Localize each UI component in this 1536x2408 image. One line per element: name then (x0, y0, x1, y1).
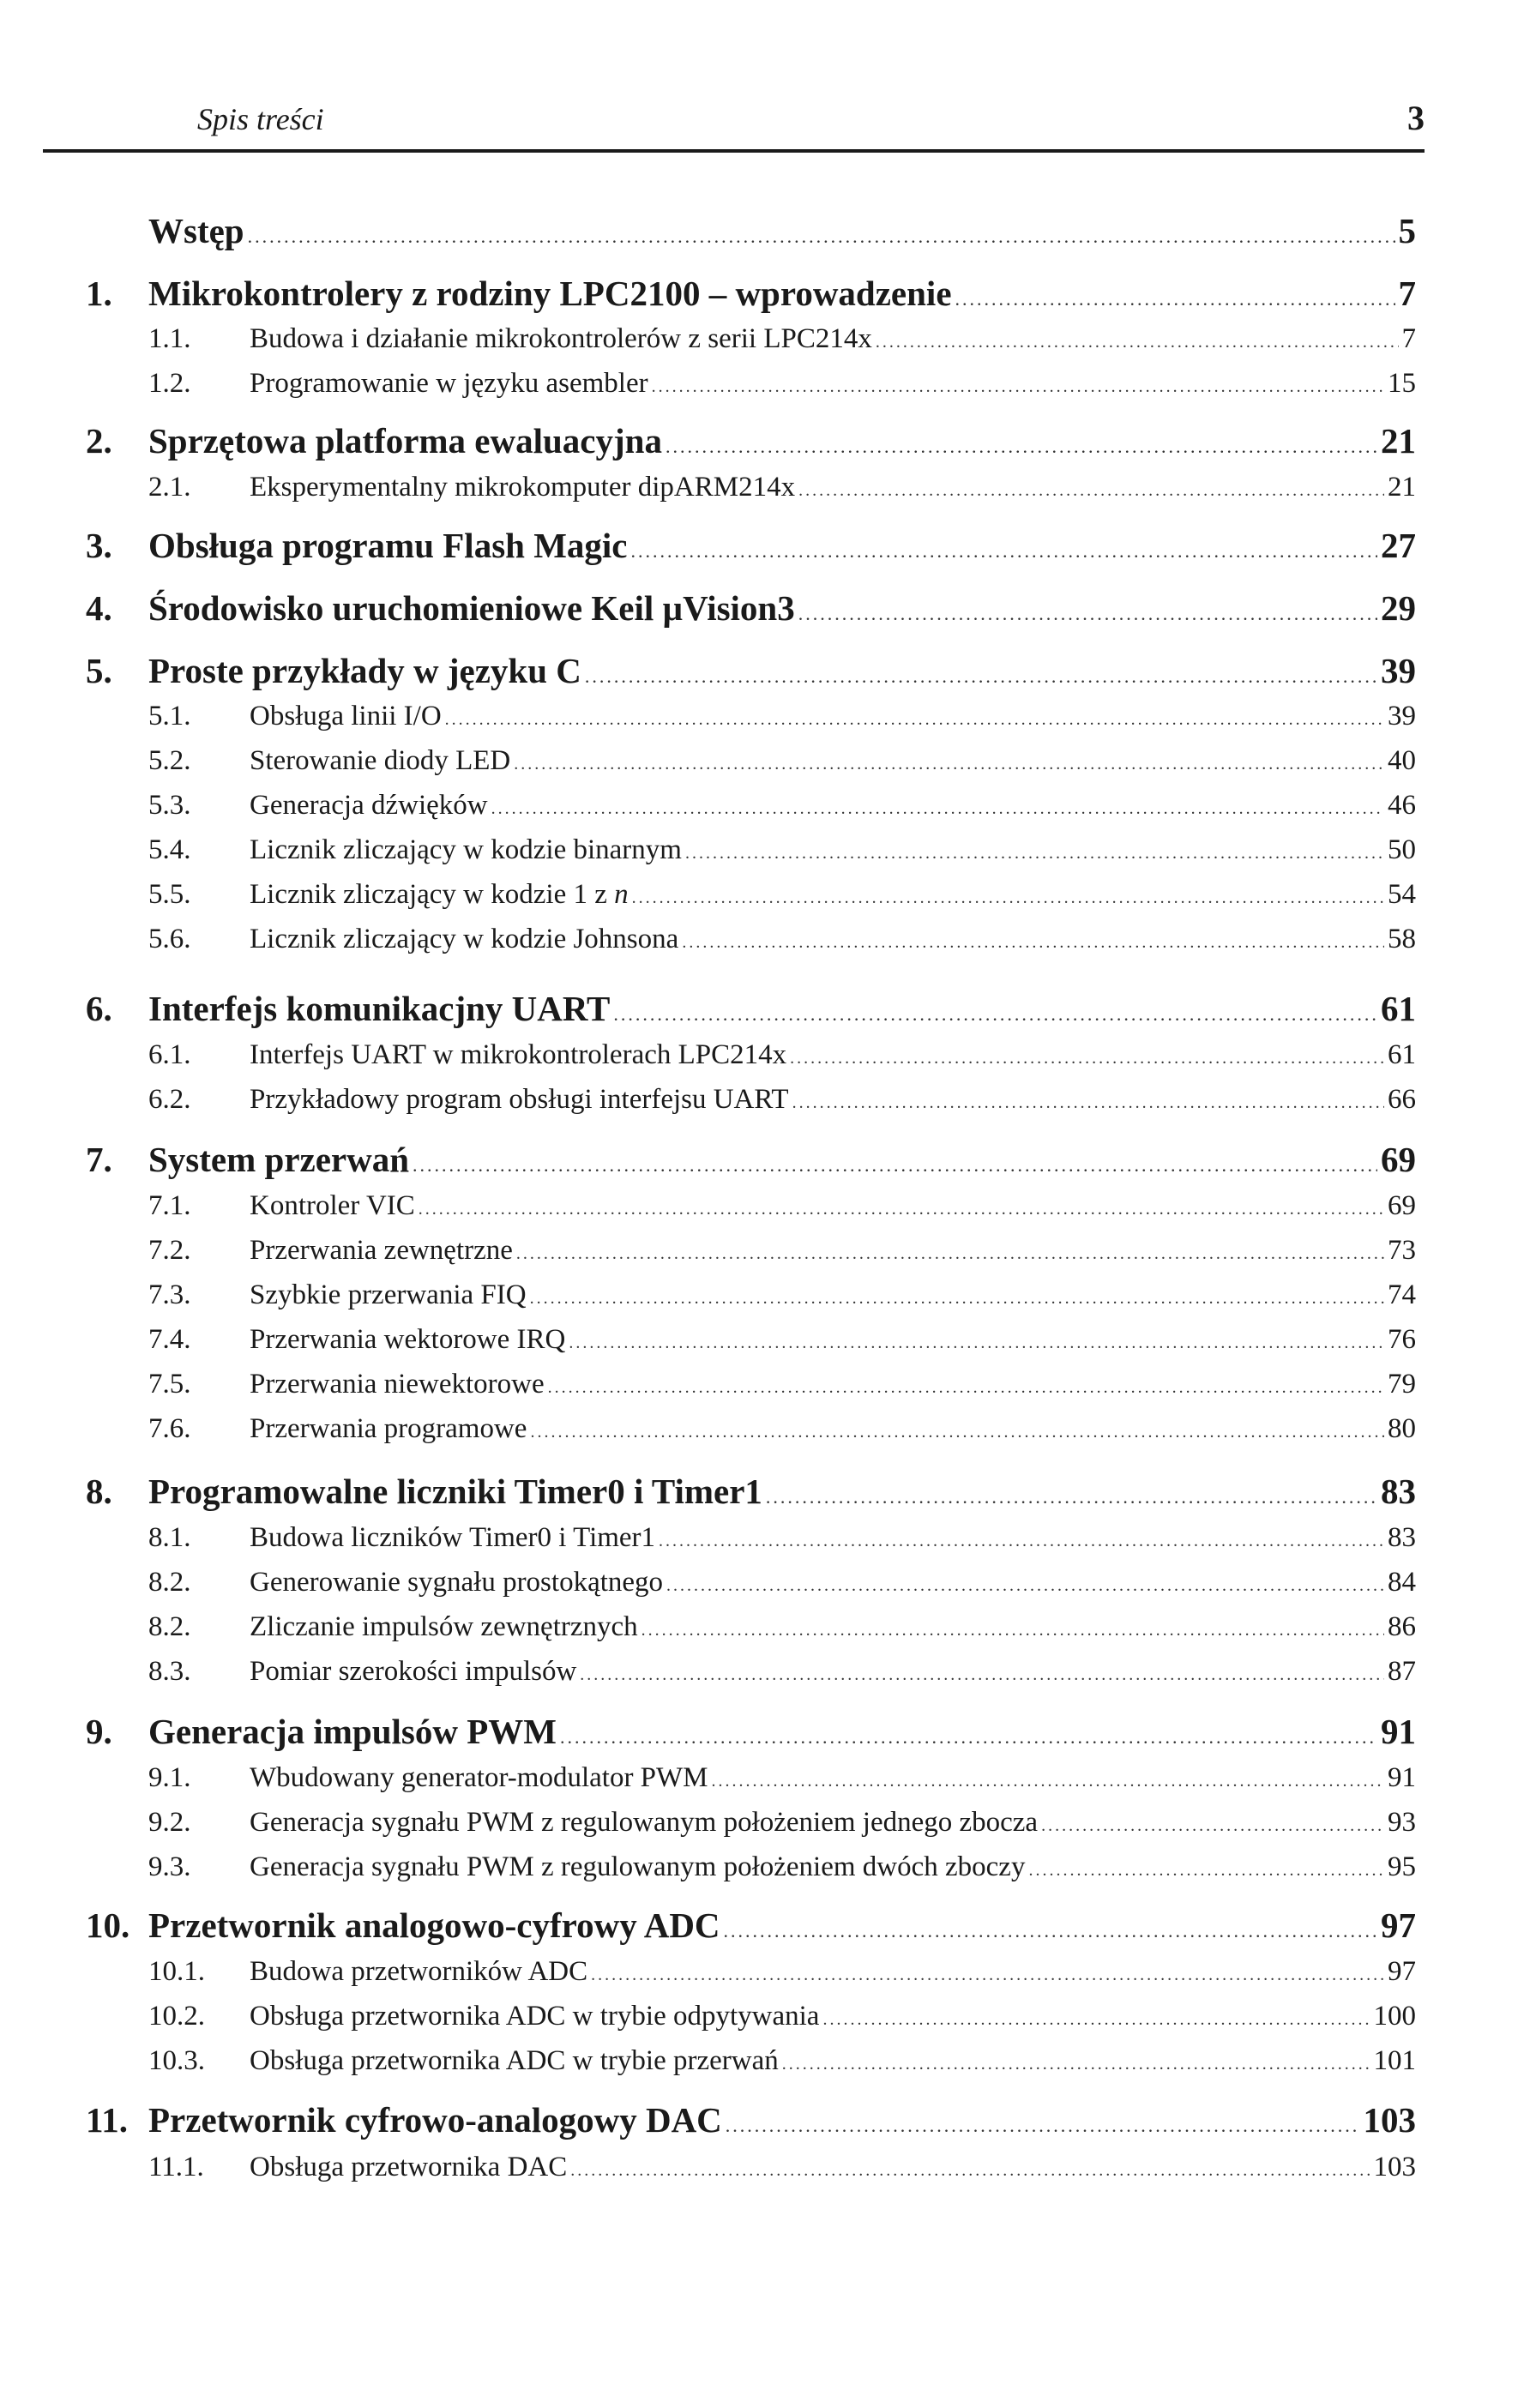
toc-number: 8.2. (148, 1567, 191, 1598)
toc-number: 7.5. (148, 1369, 191, 1400)
toc-page-number: 39 (1381, 651, 1416, 690)
toc-number: 8.1. (148, 1522, 191, 1553)
dot-leader (790, 1049, 1384, 1069)
toc-number: 7.3. (148, 1279, 191, 1310)
toc-page-number: 76 (1388, 1324, 1416, 1355)
toc-number: 7. (86, 1140, 112, 1179)
dot-leader (445, 710, 1384, 730)
toc-chapter[interactable] (0, 2099, 1536, 2147)
toc-page-number: 61 (1381, 989, 1416, 1028)
toc-section[interactable] (0, 1656, 1536, 1695)
toc-page-number: 61 (1388, 1039, 1416, 1070)
dot-leader (652, 377, 1384, 397)
toc-number: 6. (86, 989, 112, 1028)
toc-title: Kontroler VIC (250, 1190, 415, 1221)
toc-number: 1.1. (148, 323, 191, 354)
page-number: 3 (1407, 99, 1425, 137)
toc-page-number: 103 (1373, 2152, 1416, 2182)
toc-line (250, 2152, 1416, 2183)
toc-title: Mikrokontrolery z rodziny LPC2100 – wprowadzenie (148, 274, 952, 313)
toc-number: 8.3. (148, 1656, 191, 1687)
toc-title: Pomiar szerokości impulsów (250, 1656, 577, 1687)
toc-number: 7.2. (148, 1235, 191, 1266)
toc-number: 8.2. (148, 1611, 191, 1642)
toc-number: 3. (86, 526, 112, 565)
dot-leader (792, 1093, 1384, 1113)
toc-section[interactable] (0, 2152, 1536, 2191)
toc-title: Wbudowany generator-modulator PWM (250, 1762, 708, 1793)
toc-line (250, 1369, 1416, 1400)
dot-leader (642, 1621, 1384, 1640)
dot-leader (530, 1289, 1384, 1309)
toc-section[interactable] (0, 1235, 1536, 1274)
toc-line (250, 1235, 1416, 1267)
toc-chapter[interactable] (0, 1471, 1536, 1519)
dot-leader (726, 2115, 1360, 2137)
dot-leader (580, 1665, 1384, 1685)
toc-page-number: 97 (1388, 1956, 1416, 1987)
toc-page-number: 86 (1388, 1611, 1416, 1642)
toc-page-number: 15 (1388, 368, 1416, 399)
toc-title: Obsługa przetwornika DAC (250, 2152, 568, 2182)
dot-leader (560, 1726, 1377, 1749)
dot-leader (712, 1772, 1384, 1791)
toc-chapter[interactable] (0, 1139, 1536, 1187)
toc-title: Licznik zliczający w kodzie Johnsona (250, 924, 679, 954)
toc-page-number: 21 (1388, 472, 1416, 503)
toc-page-number: 101 (1373, 2045, 1416, 2076)
toc-section[interactable] (0, 1190, 1536, 1230)
toc-title: Generacja impulsów PWM (148, 1712, 557, 1751)
toc-line (250, 1279, 1416, 1311)
toc-section[interactable] (0, 1522, 1536, 1562)
toc-section[interactable] (0, 790, 1536, 829)
toc-title: Interfejs UART w mikrokontrolerach LPC214x (250, 1039, 787, 1070)
toc-section[interactable] (0, 368, 1536, 407)
dot-leader (613, 1003, 1377, 1026)
toc-number: 4. (86, 588, 112, 628)
dot-leader (659, 1532, 1384, 1551)
toc-title: Przetwornik analogowo-cyfrowy ADC (148, 1905, 720, 1945)
toc-section[interactable] (0, 1611, 1536, 1651)
toc-number: 6.1. (148, 1039, 191, 1070)
toc-title: Wstęp (148, 211, 244, 250)
toc-chapter[interactable] (0, 420, 1536, 468)
toc-title: Obsługa przetwornika ADC w trybie przerwań (250, 2045, 779, 2076)
toc-number: 9.3. (148, 1851, 191, 1882)
toc-section[interactable] (0, 1762, 1536, 1802)
toc-title: Interfejs komunikacjny UART (148, 989, 611, 1028)
dot-leader (516, 1244, 1384, 1264)
toc-number: 9.1. (148, 1762, 191, 1793)
toc-number: 10.1. (148, 1956, 205, 1987)
toc-page-number: 69 (1381, 1140, 1416, 1179)
dot-leader (570, 2161, 1370, 2181)
toc-number: 5.3. (148, 790, 191, 821)
toc-section[interactable] (0, 879, 1536, 918)
toc-line (250, 701, 1416, 732)
toc-page-number: 91 (1388, 1762, 1416, 1793)
toc-number: 5.5. (148, 879, 191, 910)
dot-leader (1028, 1861, 1384, 1881)
toc-title: Przerwania niewektorowe (250, 1369, 545, 1400)
toc-line (250, 1190, 1416, 1222)
toc-section[interactable] (0, 1279, 1536, 1319)
toc-number: 9. (86, 1712, 112, 1751)
toc-section[interactable] (0, 1956, 1536, 1996)
dot-leader (491, 799, 1384, 819)
toc-title: Generacja dźwięków (250, 790, 488, 821)
toc-line (148, 1471, 1416, 1512)
toc-page-number: 39 (1388, 701, 1416, 731)
toc-page-number: 50 (1388, 834, 1416, 865)
toc-page-number: 103 (1363, 2100, 1416, 2140)
toc-title: Środowisko uruchomieniowe Keil µVision3 (148, 588, 795, 628)
toc-section[interactable] (0, 1324, 1536, 1364)
toc-section[interactable] (0, 1567, 1536, 1606)
toc-line (250, 2001, 1416, 2032)
toc-chapter[interactable] (0, 210, 1536, 258)
dot-leader (419, 1200, 1384, 1219)
toc-page-number: 83 (1381, 1472, 1416, 1511)
toc-line (250, 1956, 1416, 1988)
toc-number: 11.1. (148, 2152, 204, 2182)
toc-page-number: 87 (1388, 1656, 1416, 1687)
toc-page-number: 69 (1388, 1190, 1416, 1221)
toc-page-number: 91 (1381, 1712, 1416, 1751)
dot-leader (1041, 1816, 1384, 1836)
toc-section[interactable] (0, 472, 1536, 511)
dot-leader (530, 1423, 1384, 1442)
toc-number: 7.1. (148, 1190, 191, 1221)
toc-title: System przerwań (148, 1140, 410, 1179)
toc-title: Budowa przetworników ADC (250, 1956, 588, 1987)
toc-line (250, 1522, 1416, 1554)
dot-leader (798, 481, 1384, 501)
dot-leader (666, 1576, 1384, 1596)
toc-title: Generowanie sygnału prostokątnego (250, 1567, 664, 1598)
toc-line (250, 1611, 1416, 1643)
toc-page-number: 97 (1381, 1905, 1416, 1945)
toc-number: 10. (86, 1905, 130, 1945)
toc-title: Eksperymentalny mikrokomputer dipARM214x (250, 472, 796, 503)
toc-section[interactable] (0, 1369, 1536, 1408)
dot-leader (798, 603, 1377, 625)
dot-leader (548, 1378, 1384, 1398)
toc-chapter[interactable] (0, 587, 1536, 635)
toc-number: 10.2. (148, 2001, 205, 2032)
toc-number: 5.2. (148, 745, 191, 776)
toc-line (148, 210, 1416, 251)
toc-number: 7.6. (148, 1413, 191, 1444)
toc-page-number: 58 (1388, 924, 1416, 954)
dot-leader (591, 1966, 1384, 1985)
toc-title: Generacja sygnału PWM z regulowanym położeniem jednego zbocza (250, 1807, 1039, 1838)
toc-chapter[interactable] (0, 525, 1536, 573)
toc-section[interactable] (0, 924, 1536, 963)
toc-line (250, 834, 1416, 866)
toc-number: 11. (86, 2100, 128, 2140)
toc-number: 1.2. (148, 368, 191, 399)
dot-leader (822, 2010, 1370, 2030)
toc-title: Generacja sygnału PWM z regulowanym położeniem dwóch zboczy (250, 1851, 1026, 1882)
dot-leader (585, 665, 1377, 688)
toc-title: Sterowanie diody LED (250, 745, 511, 776)
toc-section[interactable] (0, 1851, 1536, 1891)
toc-section[interactable] (0, 1084, 1536, 1123)
dot-leader (666, 436, 1377, 458)
toc-section[interactable] (0, 323, 1536, 363)
dot-leader (413, 1154, 1377, 1177)
toc-title: Szybkie przerwania FIQ (250, 1279, 527, 1310)
dot-leader (955, 288, 1395, 310)
toc-line (148, 525, 1416, 566)
toc-title: Przykładowy program obsługi interfejsu UART (250, 1084, 789, 1115)
toc-section[interactable] (0, 1039, 1536, 1079)
toc-line (250, 1039, 1416, 1071)
toc-page-number: 21 (1381, 421, 1416, 461)
toc-line (250, 1567, 1416, 1598)
toc-title: Przetwornik cyfrowo-analogowy DAC (148, 2100, 722, 2140)
toc-page-number: 66 (1388, 1084, 1416, 1115)
toc-line (250, 745, 1416, 777)
toc-line (148, 273, 1416, 314)
toc-number: 5.4. (148, 834, 191, 865)
toc-page-number: 29 (1381, 588, 1416, 628)
toc-line (250, 368, 1416, 400)
toc-title: Obsługa przetwornika ADC w trybie odpytywania (250, 2001, 820, 2032)
toc-line (250, 323, 1416, 355)
running-title: Spis treści (197, 102, 324, 136)
toc-section[interactable] (0, 2001, 1536, 2040)
toc-number: 5.1. (148, 701, 191, 731)
toc-page-number: 46 (1388, 790, 1416, 821)
dot-leader (766, 1486, 1377, 1508)
dot-leader (514, 755, 1384, 774)
toc-title: Budowa liczników Timer0 i Timer1 (250, 1522, 656, 1553)
toc-page-number: 100 (1373, 2001, 1416, 2032)
toc-title: Obsługa programu Flash Magic (148, 526, 628, 565)
dot-leader (631, 540, 1378, 563)
toc-page-number: 54 (1388, 879, 1416, 910)
dot-leader (569, 1333, 1384, 1353)
toc-section[interactable] (0, 2045, 1536, 2085)
toc-title: Sprzętowa platforma ewaluacyjna (148, 421, 662, 461)
toc-chapter[interactable] (0, 650, 1536, 698)
toc-title: Programowalne liczniki Timer0 i Timer1 (148, 1472, 762, 1511)
toc-page-number: 74 (1388, 1279, 1416, 1310)
toc-number: 1. (86, 274, 112, 313)
toc-number: 9.2. (148, 1807, 191, 1838)
toc-page-number: 83 (1388, 1522, 1416, 1553)
dot-leader (682, 933, 1384, 953)
dot-leader (685, 844, 1384, 864)
toc-title: Przerwania wektorowe IRQ (250, 1324, 566, 1355)
toc-line (250, 2045, 1416, 2077)
toc-section[interactable] (0, 1807, 1536, 1846)
toc-title: Przerwania zewnętrzne (250, 1235, 513, 1266)
toc-line (250, 879, 1416, 911)
toc-line (250, 1084, 1416, 1116)
dot-leader (782, 2055, 1370, 2074)
toc-title: Proste przykłady w języku C (148, 651, 581, 690)
toc-title: Licznik zliczający w kodzie 1 z n (250, 879, 629, 910)
dot-leader (248, 226, 1395, 248)
toc-title: Programowanie w języku asembler (250, 368, 648, 399)
toc-page-number: 84 (1388, 1567, 1416, 1598)
toc-line (250, 1413, 1416, 1445)
toc-number: 6.2. (148, 1084, 191, 1115)
toc-title: Budowa i działanie mikrokontrolerów z serii LPC214x (250, 323, 872, 354)
dot-leader (876, 333, 1399, 352)
toc-line (250, 1807, 1416, 1839)
toc-page-number: 95 (1388, 1851, 1416, 1882)
toc-chapter[interactable] (0, 988, 1536, 1036)
toc-line (250, 1762, 1416, 1794)
toc-number: 8. (86, 1472, 112, 1511)
toc-number: 7.4. (148, 1324, 191, 1355)
toc-line (250, 1656, 1416, 1688)
toc-line (250, 1851, 1416, 1883)
toc-number: 10.3. (148, 2045, 205, 2076)
toc-number: 5.6. (148, 924, 191, 954)
toc-line (148, 2099, 1416, 2140)
toc-line (148, 1711, 1416, 1752)
toc-number: 5. (86, 651, 112, 690)
toc-page-number: 5 (1398, 211, 1416, 250)
toc-section[interactable] (0, 701, 1536, 740)
toc-chapter[interactable] (0, 273, 1536, 321)
toc-page-number: 7 (1401, 323, 1416, 354)
toc-page-number: 27 (1381, 526, 1416, 565)
toc-line (148, 1905, 1416, 1946)
toc-page-number: 93 (1388, 1807, 1416, 1838)
toc-page-number: 7 (1398, 274, 1416, 313)
toc-line (250, 924, 1416, 955)
toc-page-number: 80 (1388, 1413, 1416, 1444)
toc-section[interactable] (0, 1413, 1536, 1453)
toc-section[interactable] (0, 745, 1536, 785)
toc-title: Przerwania programowe (250, 1413, 527, 1444)
toc-page-number: 79 (1388, 1369, 1416, 1400)
toc-line (250, 790, 1416, 822)
toc-section[interactable] (0, 834, 1536, 874)
dot-leader (632, 888, 1384, 908)
toc-title: Zliczanie impulsów zewnętrznych (250, 1611, 638, 1642)
dot-leader (724, 1920, 1377, 1942)
toc-line (148, 587, 1416, 629)
toc-line (250, 472, 1416, 503)
toc-line (148, 988, 1416, 1029)
toc-title: Licznik zliczający w kodzie binarnym (250, 834, 682, 865)
toc-page-number: 73 (1388, 1235, 1416, 1266)
toc-chapter[interactable] (0, 1905, 1536, 1953)
toc-number: 2.1. (148, 472, 191, 503)
toc-line (250, 1324, 1416, 1356)
toc-page-number: 40 (1388, 745, 1416, 776)
toc-number: 2. (86, 421, 112, 461)
toc-line (148, 650, 1416, 691)
toc-line (148, 420, 1416, 461)
toc-chapter[interactable] (0, 1711, 1536, 1759)
toc-line (148, 1139, 1416, 1180)
toc-title: Obsługa linii I/O (250, 701, 442, 731)
